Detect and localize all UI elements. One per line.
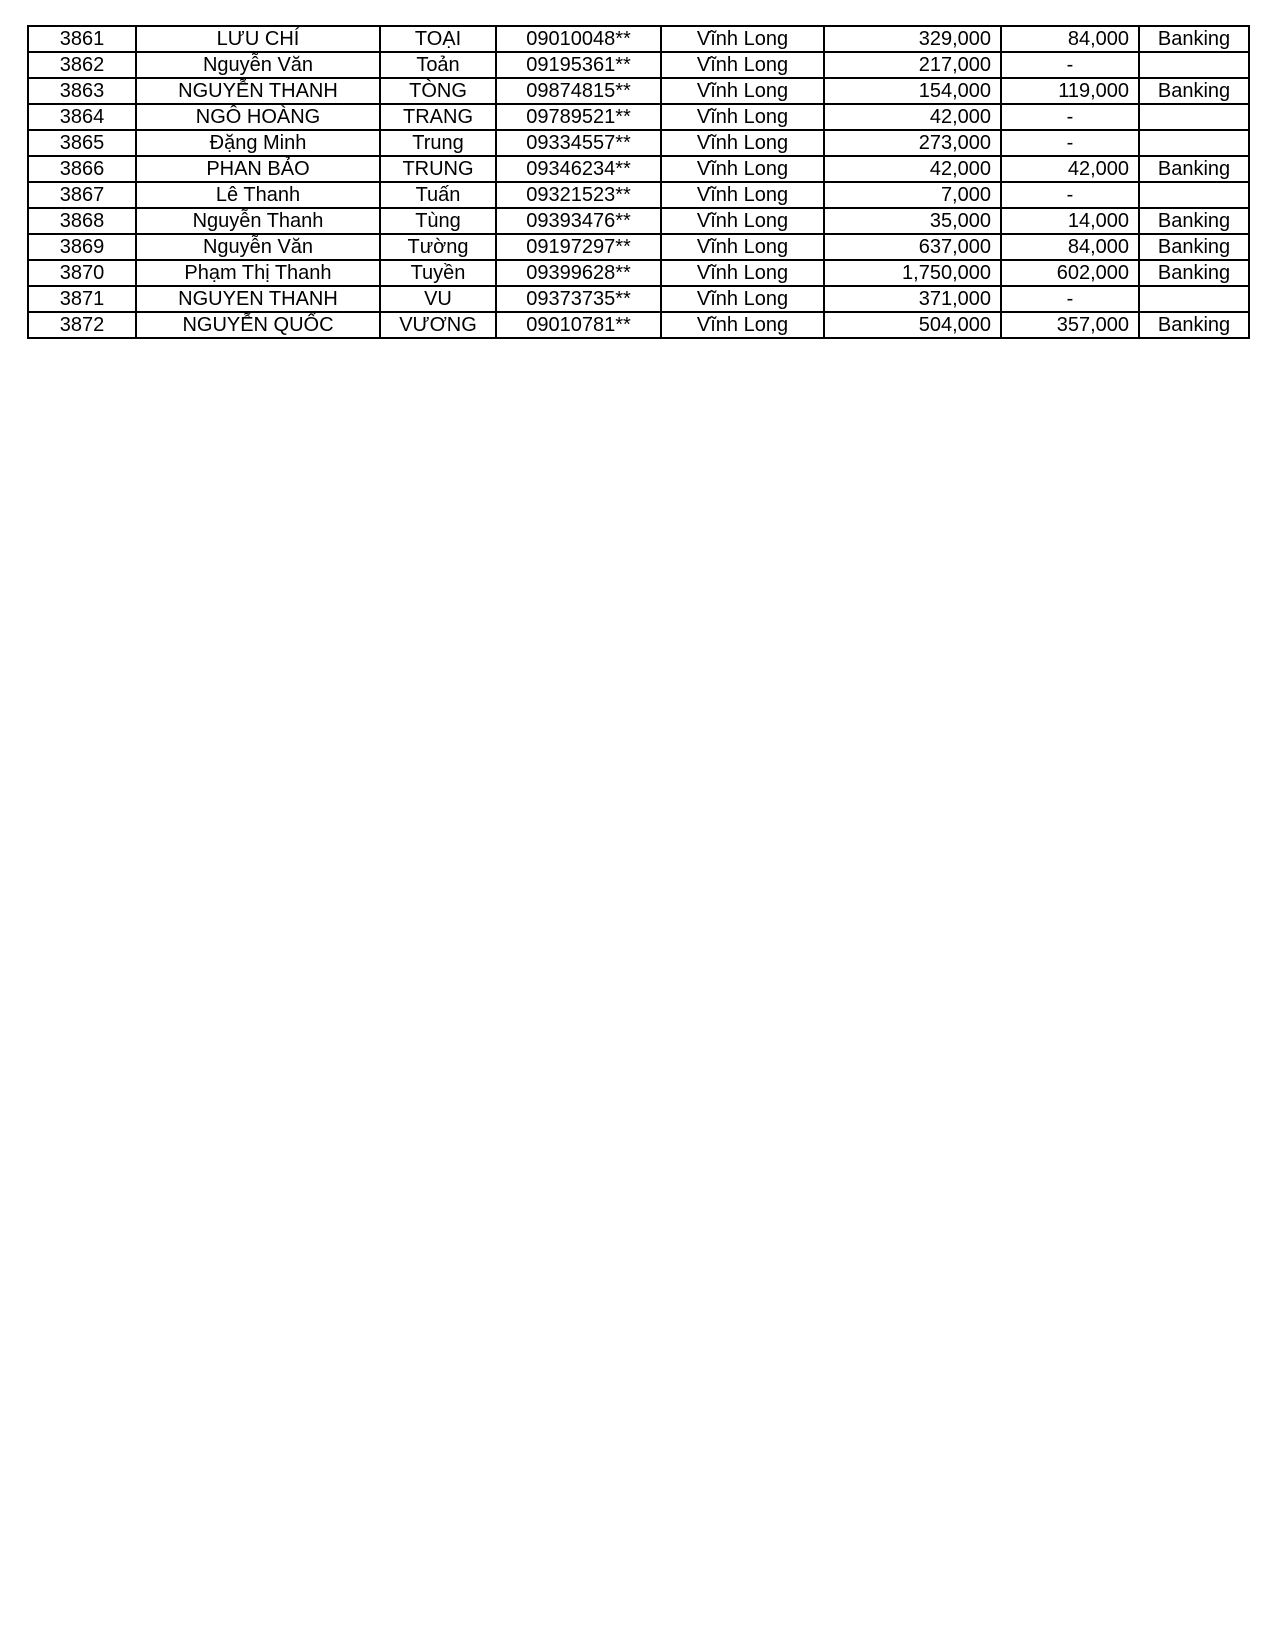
cell-ten: Toản [380,52,496,78]
cell-ten: TÒNG [380,78,496,104]
cell-ten: Tùng [380,208,496,234]
cell-stt: 3868 [28,208,136,234]
cell-phone: 09195361** [496,52,661,78]
cell-ho-dem: NGUYỄN THANH [136,78,380,104]
cell-province: Vĩnh Long [661,104,824,130]
cell-stt: 3862 [28,52,136,78]
cell-ten: TOẠI [380,26,496,52]
cell-province: Vĩnh Long [661,286,824,312]
cell-ho-dem: Phạm Thị Thanh [136,260,380,286]
cell-province: Vĩnh Long [661,208,824,234]
cell-amount: 7,000 [824,182,1001,208]
cell-method: Banking [1139,156,1249,182]
table-row [28,260,1249,286]
cell-amount: 42,000 [824,156,1001,182]
cell-method [1139,104,1249,130]
cell-ho-dem: Đặng Minh [136,130,380,156]
cell-phone: 09334557** [496,130,661,156]
cell-amount: 273,000 [824,130,1001,156]
cell-ho-dem: LƯU CHÍ [136,26,380,52]
cell-stt: 3867 [28,182,136,208]
cell-amount: 217,000 [824,52,1001,78]
cell-phone: 09197297** [496,234,661,260]
cell-method: Banking [1139,78,1249,104]
cell-amount: 35,000 [824,208,1001,234]
cell-amount: 371,000 [824,286,1001,312]
table-row [28,104,1249,130]
cell-paid: 119,000 [1001,78,1139,104]
cell-phone: 09399628** [496,260,661,286]
records-table-body [28,26,1249,338]
table-row [28,182,1249,208]
cell-ten: VƯƠNG [380,312,496,338]
cell-ho-dem: Nguyễn Văn [136,52,380,78]
cell-paid: - [1001,104,1139,130]
cell-stt: 3864 [28,104,136,130]
cell-amount: 1,750,000 [824,260,1001,286]
cell-stt: 3866 [28,156,136,182]
table-row [28,286,1249,312]
cell-paid: - [1001,286,1139,312]
records-table [27,25,1250,339]
cell-stt: 3865 [28,130,136,156]
cell-phone: 09789521** [496,104,661,130]
cell-amount: 637,000 [824,234,1001,260]
table-row [28,312,1249,338]
cell-stt: 3863 [28,78,136,104]
cell-ho-dem: NGÔ HOÀNG [136,104,380,130]
cell-ho-dem: NGUYEN THANH [136,286,380,312]
cell-ten: Trung [380,130,496,156]
cell-ho-dem: PHAN BẢO [136,156,380,182]
cell-method: Banking [1139,260,1249,286]
cell-ten: TRUNG [380,156,496,182]
cell-phone: 09373735** [496,286,661,312]
cell-ten: Tuyền [380,260,496,286]
cell-province: Vĩnh Long [661,26,824,52]
cell-province: Vĩnh Long [661,312,824,338]
cell-paid: 602,000 [1001,260,1139,286]
cell-phone: 09874815** [496,78,661,104]
cell-province: Vĩnh Long [661,130,824,156]
cell-method [1139,182,1249,208]
cell-phone: 09010781** [496,312,661,338]
cell-amount: 154,000 [824,78,1001,104]
table-row [28,234,1249,260]
cell-paid: - [1001,182,1139,208]
cell-method [1139,130,1249,156]
cell-ho-dem: Lê Thanh [136,182,380,208]
cell-stt: 3869 [28,234,136,260]
cell-method: Banking [1139,26,1249,52]
cell-province: Vĩnh Long [661,156,824,182]
cell-province: Vĩnh Long [661,182,824,208]
cell-paid: 84,000 [1001,234,1139,260]
cell-paid: 357,000 [1001,312,1139,338]
cell-ten: TRANG [380,104,496,130]
cell-stt: 3861 [28,26,136,52]
cell-amount: 504,000 [824,312,1001,338]
cell-ho-dem: Nguyễn Văn [136,234,380,260]
cell-method: Banking [1139,312,1249,338]
cell-paid: - [1001,130,1139,156]
cell-ten: Tuấn [380,182,496,208]
cell-method: Banking [1139,208,1249,234]
cell-phone: 09393476** [496,208,661,234]
cell-method [1139,286,1249,312]
cell-method: Banking [1139,234,1249,260]
cell-method [1139,52,1249,78]
cell-stt: 3872 [28,312,136,338]
cell-phone: 09010048** [496,26,661,52]
cell-ho-dem: Nguyễn Thanh [136,208,380,234]
cell-province: Vĩnh Long [661,234,824,260]
table-row [28,52,1249,78]
cell-ten: Tường [380,234,496,260]
cell-province: Vĩnh Long [661,52,824,78]
cell-amount: 329,000 [824,26,1001,52]
table-row [28,156,1249,182]
cell-paid: - [1001,52,1139,78]
table-row [28,130,1249,156]
cell-amount: 42,000 [824,104,1001,130]
cell-province: Vĩnh Long [661,78,824,104]
cell-ten: VU [380,286,496,312]
cell-stt: 3870 [28,260,136,286]
cell-phone: 09321523** [496,182,661,208]
table-row [28,26,1249,52]
cell-paid: 14,000 [1001,208,1139,234]
cell-stt: 3871 [28,286,136,312]
cell-phone: 09346234** [496,156,661,182]
cell-paid: 42,000 [1001,156,1139,182]
cell-ho-dem: NGUYỄN QUỐC [136,312,380,338]
cell-paid: 84,000 [1001,26,1139,52]
table-row [28,208,1249,234]
cell-province: Vĩnh Long [661,260,824,286]
table-row [28,78,1249,104]
